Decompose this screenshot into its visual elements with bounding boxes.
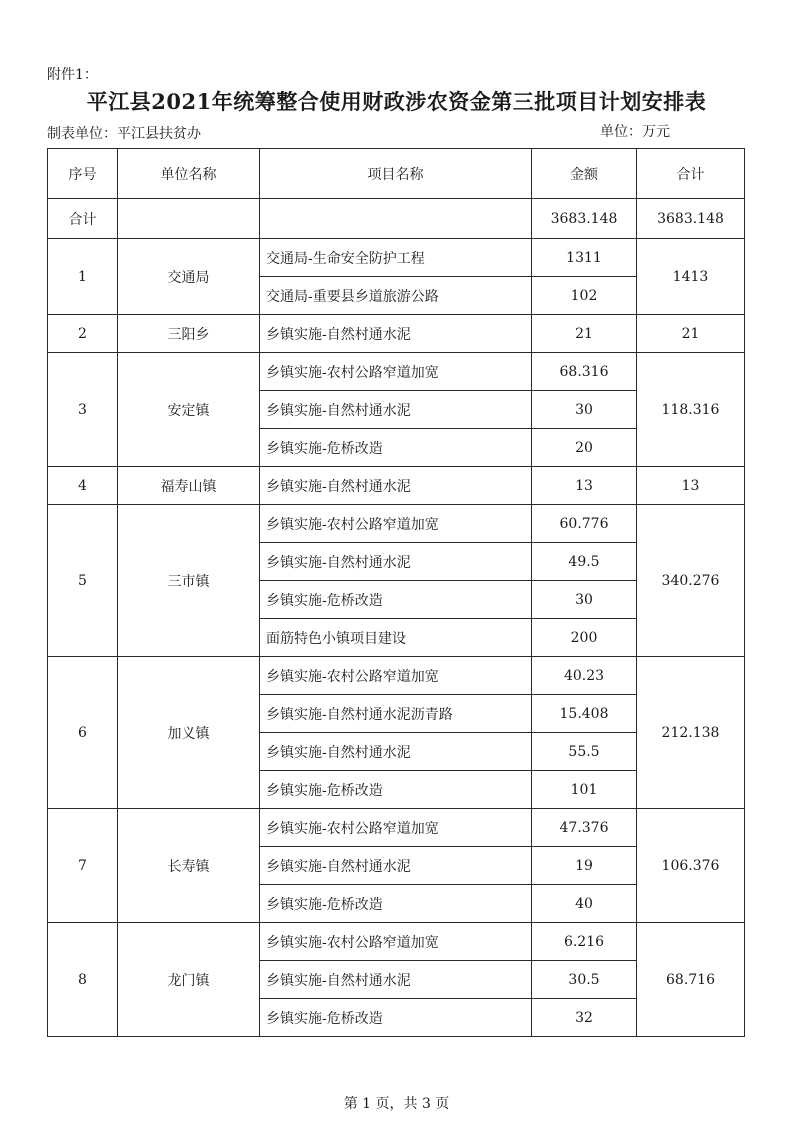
- project-name-cell: 乡镇实施-自然村通水泥: [260, 961, 532, 999]
- unit-name-cell: 交通局: [118, 239, 260, 315]
- unit-name-cell: 长寿镇: [118, 809, 260, 923]
- unit-name-cell: 福寿山镇: [118, 467, 260, 505]
- seq-cell: 5: [48, 505, 118, 657]
- amount-cell: 20: [532, 429, 637, 467]
- seq-cell: 4: [48, 467, 118, 505]
- amount-cell: 1311: [532, 239, 637, 277]
- amount-cell: 102: [532, 277, 637, 315]
- table-row: [48, 923, 745, 961]
- header-seq: 序号: [48, 149, 118, 199]
- project-name-cell: 乡镇实施-危桥改造: [260, 999, 532, 1037]
- table-row: [48, 353, 745, 391]
- amount-cell: 30: [532, 581, 637, 619]
- table-row: [48, 505, 745, 543]
- subtotal-cell: 68.716: [637, 923, 745, 1037]
- seq-cell: 6: [48, 657, 118, 809]
- table-row: [48, 657, 745, 695]
- project-name-cell: 乡镇实施-危桥改造: [260, 885, 532, 923]
- project-name-cell: 乡镇实施-自然村通水泥: [260, 543, 532, 581]
- total-row: [48, 199, 745, 239]
- project-name-cell: 乡镇实施-农村公路窄道加宽: [260, 505, 532, 543]
- total-label: 合计: [48, 199, 118, 239]
- attachment-label: 附件1：: [47, 67, 98, 83]
- seq-cell: 8: [48, 923, 118, 1037]
- table-row: [48, 239, 745, 277]
- project-name-cell: 乡镇实施-农村公路窄道加宽: [260, 809, 532, 847]
- project-name-cell: 交通局-重要县乡道旅游公路: [260, 277, 532, 315]
- amount-cell: 15.408: [532, 695, 637, 733]
- table-row: [48, 467, 745, 505]
- empty-cell: [260, 199, 532, 239]
- seq-cell: 1: [48, 239, 118, 315]
- amount-cell: 40: [532, 885, 637, 923]
- amount-cell: 101: [532, 771, 637, 809]
- seq-cell: 2: [48, 315, 118, 353]
- project-name-cell: 乡镇实施-危桥改造: [260, 429, 532, 467]
- table-header-row: [48, 149, 745, 199]
- amount-cell: 49.5: [532, 543, 637, 581]
- unit-name-cell: 三市镇: [118, 505, 260, 657]
- amount-cell: 21: [532, 315, 637, 353]
- project-name-cell: 乡镇实施-农村公路窄道加宽: [260, 353, 532, 391]
- project-name-cell: 乡镇实施-农村公路窄道加宽: [260, 657, 532, 695]
- subtotal-cell: 106.376: [637, 809, 745, 923]
- amount-cell: 68.316: [532, 353, 637, 391]
- amount-cell: 13: [532, 467, 637, 505]
- project-name-cell: 乡镇实施-自然村通水泥: [260, 315, 532, 353]
- project-name-cell: 乡镇实施-农村公路窄道加宽: [260, 923, 532, 961]
- unit-name-cell: 安定镇: [118, 353, 260, 467]
- amount-cell: 200: [532, 619, 637, 657]
- total-amount: 3683.148: [532, 199, 637, 239]
- project-table: [47, 148, 745, 1037]
- amount-cell: 55.5: [532, 733, 637, 771]
- table-row: [48, 315, 745, 353]
- subtotal-cell: 340.276: [637, 505, 745, 657]
- subtotal-cell: 1413: [637, 239, 745, 315]
- currency-unit: 单位：万元: [600, 124, 670, 140]
- amount-cell: 60.776: [532, 505, 637, 543]
- unit-name-cell: 三阳乡: [118, 315, 260, 353]
- seq-cell: 3: [48, 353, 118, 467]
- amount-cell: 47.376: [532, 809, 637, 847]
- subtotal-cell: 118.316: [637, 353, 745, 467]
- amount-cell: 19: [532, 847, 637, 885]
- table-row: [48, 809, 745, 847]
- project-name-cell: 乡镇实施-自然村通水泥: [260, 391, 532, 429]
- project-name-cell: 乡镇实施-危桥改造: [260, 581, 532, 619]
- unit-name-cell: 龙门镇: [118, 923, 260, 1037]
- subtotal-cell: 212.138: [637, 657, 745, 809]
- subtotal-cell: 13: [637, 467, 745, 505]
- document-title: 平江县2021年统筹整合使用财政涉农资金第三批项目计划安排表: [86, 89, 707, 114]
- amount-cell: 6.216: [532, 923, 637, 961]
- project-name-cell: 面筋特色小镇项目建设: [260, 619, 532, 657]
- seq-cell: 7: [48, 809, 118, 923]
- project-name-cell: 乡镇实施-自然村通水泥: [260, 467, 532, 505]
- amount-cell: 30.5: [532, 961, 637, 999]
- project-name-cell: 乡镇实施-自然村通水泥: [260, 847, 532, 885]
- header-unit-name: 单位名称: [118, 149, 260, 199]
- subtotal-cell: 21: [637, 315, 745, 353]
- unit-name-cell: 加义镇: [118, 657, 260, 809]
- project-name-cell: 乡镇实施-自然村通水泥: [260, 733, 532, 771]
- amount-cell: 40.23: [532, 657, 637, 695]
- header-project: 项目名称: [260, 149, 532, 199]
- total-subtotal: 3683.148: [637, 199, 745, 239]
- empty-cell: [118, 199, 260, 239]
- page-footer: 第 1 页，共 3 页: [343, 1096, 450, 1112]
- amount-cell: 30: [532, 391, 637, 429]
- project-name-cell: 乡镇实施-危桥改造: [260, 771, 532, 809]
- header-subtotal: 合计: [637, 149, 745, 199]
- project-name-cell: 乡镇实施-自然村通水泥沥青路: [260, 695, 532, 733]
- amount-cell: 32: [532, 999, 637, 1037]
- project-name-cell: 交通局-生命安全防护工程: [260, 239, 532, 277]
- header-amount: 金额: [532, 149, 637, 199]
- maker-unit: 制表单位：平江县扶贫办: [47, 126, 201, 142]
